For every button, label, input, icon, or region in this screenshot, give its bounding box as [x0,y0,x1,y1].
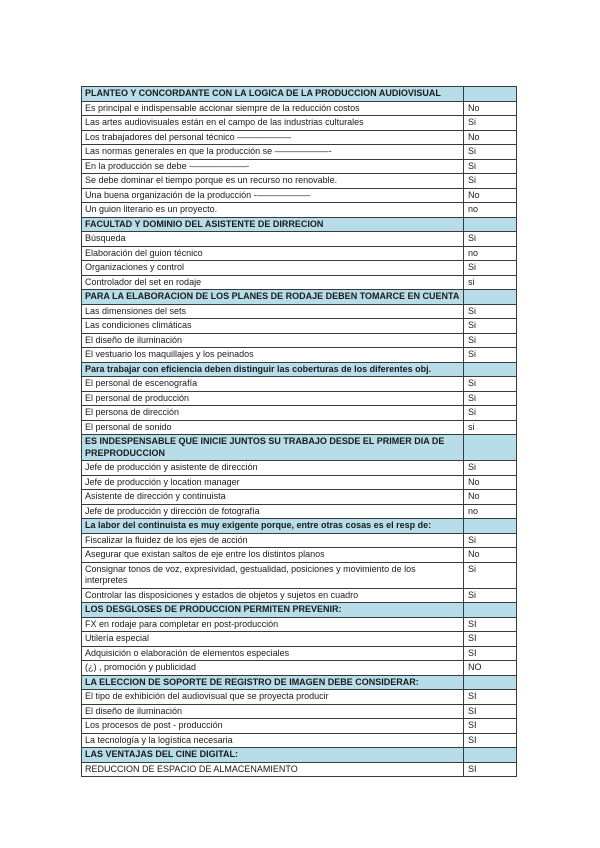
table-row [82,490,517,505]
table-row [82,261,517,276]
answer-cell: NO [464,661,517,676]
table-row [82,333,517,348]
table-row [82,246,517,261]
question-cell: Una buena organización de la producción -—————— [82,188,464,203]
table-row [82,475,517,490]
answer-cell: Si [464,391,517,406]
section-header-blank [464,435,517,461]
answer-cell: Si [464,533,517,548]
answer-cell: Si [464,261,517,276]
table-row [82,203,517,218]
table-row [82,116,517,131]
answer-cell: no [464,246,517,261]
question-cell: Jefe de producción y dirección de fotografía [82,504,464,519]
answer-cell: no [464,203,517,218]
section-header-blank [464,519,517,534]
question-cell: Búsqueda [82,232,464,247]
question-cell: El personal de producción [82,391,464,406]
question-cell: Las artes audiovisuales están en el campo de las industrias culturales [82,116,464,131]
table-row [82,406,517,421]
answer-cell: SI [464,632,517,647]
answer-cell: SI [464,733,517,748]
section-header: PLANTEO Y CONCORDANTE CON LA LOGICA DE LA PRODUCCION AUDIOVISUAL [82,87,464,102]
question-cell: El persona de dirección [82,406,464,421]
section-header: LOS DESGLOSES DE PRODUCCION PERMITEN PREVENIR: [82,603,464,618]
answer-cell: No [464,188,517,203]
question-cell: El tipo de exhibición del audiovisual que se proyecta producir [82,690,464,705]
section-header: ES INDESPENSABLE QUE INICIE JUNTOS SU TRABAJO DESDE EL PRIMER DIA DE PREPRODUCCION [82,435,464,461]
table-row [82,704,517,719]
table-row [82,275,517,290]
answer-cell: No [464,548,517,563]
question-cell: Los procesos de post - producción [82,719,464,734]
question-cell: El personal de escenografía [82,377,464,392]
question-cell: Organizaciones y control [82,261,464,276]
table-row [82,690,517,705]
question-cell: Las dimensiones del sets [82,304,464,319]
answer-cell: Si [464,159,517,174]
table-row [82,145,517,160]
section-header-row [82,362,517,377]
table-row [82,348,517,363]
question-cell: La tecnología y la logística necesaria [82,733,464,748]
answer-cell: SI [464,646,517,661]
table-row [82,188,517,203]
question-cell: Un guion literario es un proyecto. [82,203,464,218]
answer-cell: Si [464,406,517,421]
question-cell: Utilería especial [82,632,464,647]
question-cell: Consignar tonos de voz, expresividad, gestualidad, posiciones y movimiento de los interpretes [82,562,464,588]
question-cell: Es principal e indispensable accionar siempre de la reducción costos [82,101,464,116]
questionnaire-table [81,86,517,777]
section-header-blank [464,362,517,377]
question-cell: El vestuario los maquillajes y los peinados [82,348,464,363]
section-header: FACULTAD Y DOMINIO DEL ASISTENTE DE DIRRECION [82,217,464,232]
table-row [82,377,517,392]
section-header-blank [464,290,517,305]
table-row [82,304,517,319]
answer-cell: SI [464,617,517,632]
table-row [82,232,517,247]
question-cell: El personal de sonido [82,420,464,435]
section-header-row [82,519,517,534]
answer-cell: si [464,420,517,435]
question-cell: Se debe dominar el tiempo porque es un recurso no renovable. [82,174,464,189]
answer-cell: Si [464,232,517,247]
section-header-row [82,290,517,305]
question-cell: Asegurar que existan saltos de eje entre los distintos planos [82,548,464,563]
table-row [82,762,517,777]
table-row [82,159,517,174]
table-row [82,733,517,748]
section-header-row [82,87,517,102]
table-row [82,461,517,476]
question-cell: El diseño de iluminación [82,333,464,348]
answer-cell: Si [464,588,517,603]
answer-cell: SI [464,690,517,705]
question-cell: (¿) , promoción y publicidad [82,661,464,676]
answer-cell: No [464,490,517,505]
section-header: Para trabajar con eficiencia deben distinguir las coberturas de los diferentes obj. [82,362,464,377]
table-row [82,588,517,603]
table-row [82,420,517,435]
section-header-blank [464,217,517,232]
table-row [82,548,517,563]
question-cell: Controlar las disposiciones y estados de objetos y sujetos en cuadro [82,588,464,603]
section-header: LAS VENTAJAS DEL CINE DIGITAL: [82,748,464,763]
table-row [82,719,517,734]
table-row [82,391,517,406]
answer-cell: No [464,130,517,145]
section-header-row [82,217,517,232]
section-header-blank [464,675,517,690]
answer-cell: SI [464,704,517,719]
question-cell: Jefe de producción y asistente de dirección [82,461,464,476]
question-cell: Controlador del set en rodaje [82,275,464,290]
table-row [82,319,517,334]
question-cell: Los trabajadores del personal técnico —————— [82,130,464,145]
answer-cell: Si [464,174,517,189]
answer-cell: Si [464,304,517,319]
questionnaire-body [82,87,517,777]
question-cell: El diseño de iluminación [82,704,464,719]
answer-cell: Si [464,319,517,334]
table-row [82,101,517,116]
question-cell: En la producción se debe -——————- [82,159,464,174]
answer-cell: No [464,101,517,116]
answer-cell: SI [464,719,517,734]
table-row [82,533,517,548]
question-cell: Jefe de producción y location manager [82,475,464,490]
answer-cell: SI [464,762,517,777]
question-cell: FX en rodaje para completar en post-producción [82,617,464,632]
answer-cell: Si [464,348,517,363]
section-header-row [82,675,517,690]
table-row [82,632,517,647]
question-cell: Fiscalizar la fluidez de los ejes de acción [82,533,464,548]
table-row [82,130,517,145]
answer-cell: Si [464,461,517,476]
section-header: La labor del continuista es muy exigente porque, entre otras cosas es el resp de: [82,519,464,534]
section-header: PARA LA ELABORACION DE LOS PLANES DE RODAJE DEBEN TOMARCE EN CUENTA [82,290,464,305]
table-row [82,562,517,588]
table-row [82,504,517,519]
table-row [82,646,517,661]
question-cell: REDUCCION DE ESPACIO DE ALMACENAMIENTO [82,762,464,777]
question-cell: Elaboración del guion técnico [82,246,464,261]
section-header-row [82,748,517,763]
section-header: LA ELECCION DE SOPORTE DE REGISTRO DE IMAGEN DEBE CONSIDERAR: [82,675,464,690]
answer-cell: Si [464,116,517,131]
section-header-blank [464,603,517,618]
section-header-row [82,435,517,461]
question-cell: Adquisición o elaboración de elementos especiales [82,646,464,661]
answer-cell: no [464,504,517,519]
answer-cell: si [464,275,517,290]
answer-cell: Si [464,562,517,588]
table-row [82,617,517,632]
table-row [82,661,517,676]
table-row [82,174,517,189]
answer-cell: Si [464,377,517,392]
section-header-blank [464,748,517,763]
question-cell: Las condiciones climáticas [82,319,464,334]
section-header-row [82,603,517,618]
answer-cell: Si [464,333,517,348]
question-cell: Las normas generales en que la producción se ——————- [82,145,464,160]
question-cell: Asistente de dirección y continuista [82,490,464,505]
answer-cell: No [464,475,517,490]
answer-cell: Si [464,145,517,160]
section-header-blank [464,87,517,102]
